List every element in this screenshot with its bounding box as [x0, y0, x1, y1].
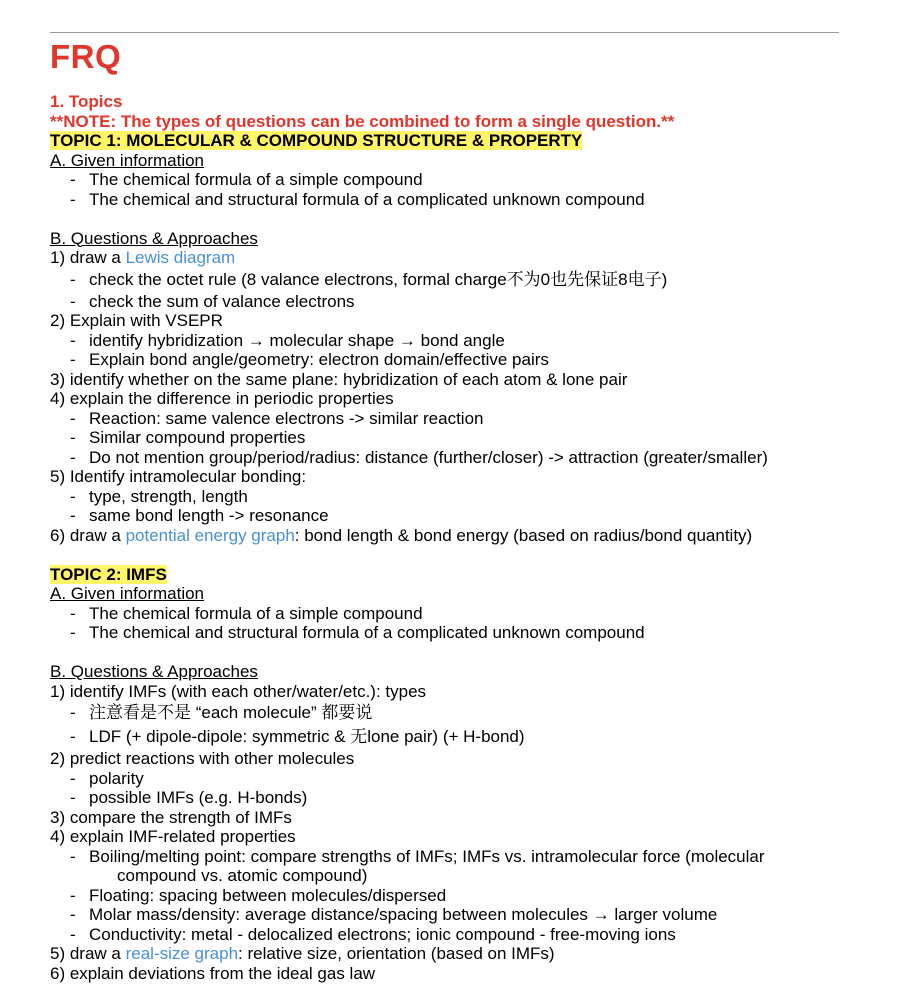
list-item: - The chemical formula of a simple compound — [50, 170, 870, 190]
list-item: - polarity — [50, 769, 870, 789]
note-line: **NOTE: The types of questions can be combined to form a single question.** — [50, 111, 675, 131]
list-item: - Molar mass/density: average distance/spacing between molecules → larger volume — [50, 905, 870, 925]
list-item-continuation: compound vs. atomic compound) — [117, 866, 368, 885]
top-divider — [50, 32, 839, 33]
topic1-q4: 4) explain the difference in periodic properties — [50, 389, 394, 408]
topic2-qa-heading: B. Questions & Approaches — [50, 662, 258, 681]
list-item: - check the octet rule (8 valance electrons, formal charge不为0也先保证8电子) — [50, 268, 870, 292]
list-item: - check the sum of valance electrons — [50, 292, 870, 312]
list-item: - Do not mention group/period/radius: distance (further/closer) -> attraction (greater/smaller) — [50, 448, 870, 468]
topic2-q1: 1) identify IMFs (with each other/water/etc.): types — [50, 681, 427, 701]
list-item: - 注意看是不是 “each molecule” 都要说 — [50, 701, 870, 725]
topic1-q6: 6) draw a potential energy graph: bond length & bond energy (based on radius/bond quantity) — [50, 525, 753, 545]
topic2-q4: 4) explain IMF-related properties — [50, 827, 296, 846]
list-item: - The chemical formula of a simple compound — [50, 604, 870, 624]
topic1-q5: 5) Identify intramolecular bonding: — [50, 467, 307, 486]
topic2-q6: 6) explain deviations from the ideal gas law — [50, 963, 376, 983]
list-item: - possible IMFs (e.g. H-bonds) — [50, 788, 870, 808]
topic1-qa-heading: B. Questions & Approaches — [50, 228, 258, 248]
list-item: - same bond length -> resonance — [50, 506, 870, 526]
page-title: FRQ — [50, 38, 122, 75]
topic2-heading: TOPIC 2: IMFS — [50, 564, 167, 584]
topic2-q2: 2) predict reactions with other molecules — [50, 749, 355, 768]
list-item: - type, strength, length — [50, 487, 870, 507]
topic2-q3: 3) compare the strength of IMFs — [50, 807, 292, 827]
lewis-diagram-link[interactable]: Lewis diagram — [125, 248, 236, 267]
topic2-q5: 5) draw a real-size graph: relative size, orientation (based on IMFs) — [50, 944, 555, 963]
list-item: - Floating: spacing between molecules/dispersed — [50, 886, 870, 906]
list-item: - Reaction: same valence electrons -> similar reaction — [50, 409, 870, 429]
list-item: - Explain bond angle/geometry: electron domain/effective pairs — [50, 350, 870, 370]
topic2-given-heading: A. Given information — [50, 584, 205, 603]
real-size-graph-link[interactable]: real-size graph — [125, 944, 239, 963]
topic1-q1: 1) draw a Lewis diagram — [50, 248, 236, 267]
list-item: - The chemical and structural formula of a complicated unknown compound — [50, 623, 870, 643]
document-body — [50, 92, 870, 983]
topic1-heading: TOPIC 1: MOLECULAR & COMPOUND STRUCTURE & PROPERTY — [50, 131, 583, 150]
list-item: - identify hybridization → molecular shape → bond angle — [50, 331, 870, 351]
list-item: - Conductivity: metal - delocalized electrons; ionic compound - free-moving ions — [50, 925, 870, 945]
list-item: - Boiling/melting point: compare strengths of IMFs; IMFs vs. intramolecular force (molecular — [50, 847, 870, 867]
topic1-given-heading: A. Given information — [50, 150, 205, 170]
topic1-q2: 2) Explain with VSEPR — [50, 311, 223, 330]
list-item: - The chemical and structural formula of a complicated unknown compound — [50, 190, 870, 210]
topics-heading: 1. Topics — [50, 92, 123, 111]
topic1-q3: 3) identify whether on the same plane: hybridization of each atom & lone pair — [50, 369, 628, 389]
list-item: - LDF (+ dipole-dipole: symmetric & 无lone pair) (+ H-bond) — [50, 725, 870, 749]
potential-energy-graph-link[interactable]: potential energy graph — [125, 525, 295, 545]
list-item: - Similar compound properties — [50, 428, 870, 448]
